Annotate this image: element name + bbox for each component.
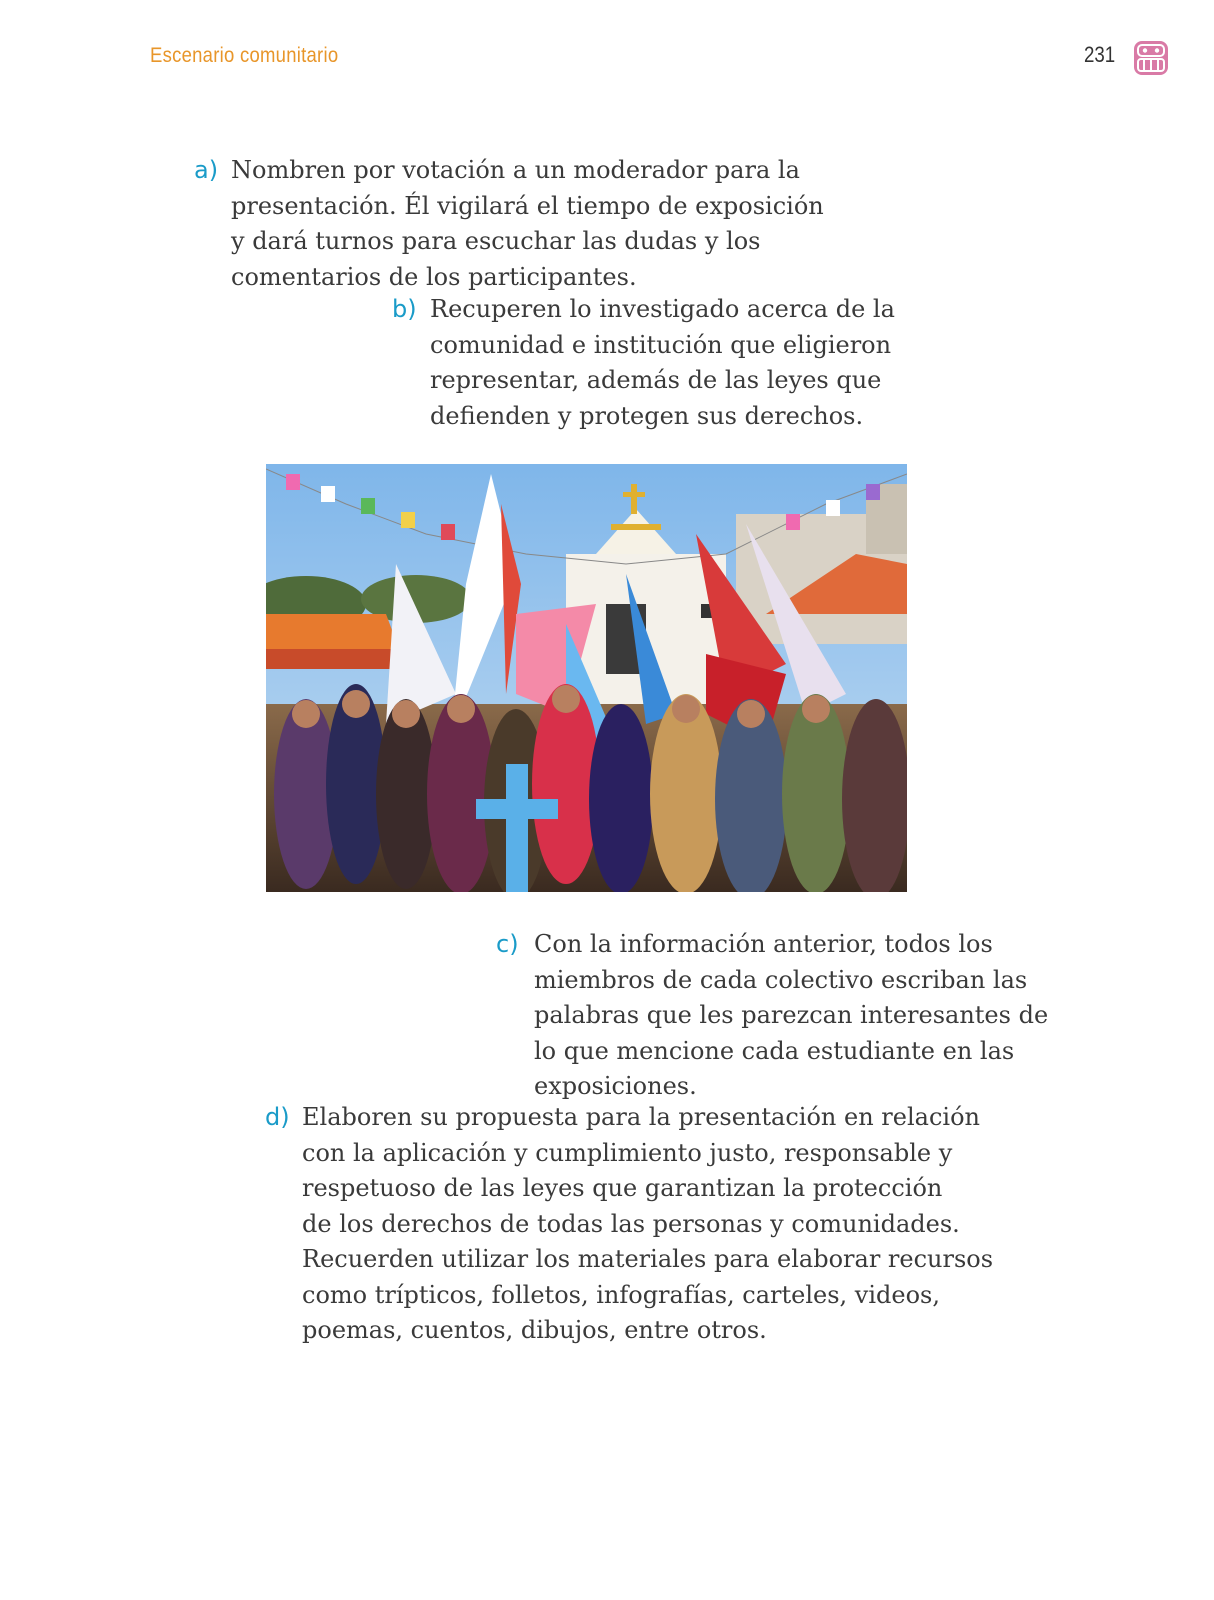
item-letter: c) [496, 930, 519, 958]
item-line: defienden y protegen sus derechos. [430, 401, 864, 430]
item-line: respetuoso de las leyes que garantizan la protección [302, 1174, 943, 1202]
item-line: con la aplicación y cumplimiento justo, responsable y [302, 1138, 953, 1167]
item-line: comentarios de los participantes. [231, 262, 637, 291]
festival-photo [266, 464, 907, 892]
item-line: Elaboren su propuesta para la presentación en relación [302, 1103, 980, 1131]
list-item-a [194, 153, 824, 295]
item-line: palabras que les parezcan interesantes de [534, 1001, 1049, 1029]
item-letter: d) [265, 1103, 290, 1131]
item-line: Recuerden utilizar los materiales para elaborar recursos [302, 1245, 994, 1273]
item-letter: b) [392, 295, 417, 323]
item-line: representar, además de las leyes que [430, 366, 882, 394]
glyph-logo-icon [1133, 40, 1169, 76]
item-letter: a) [194, 156, 219, 184]
list-item-d [265, 1100, 993, 1349]
section-title: Escenario comunitario [150, 44, 339, 67]
item-line: como trípticos, folletos, infografías, carteles, videos, [302, 1280, 940, 1309]
item-line: Con la información anterior, todos los [534, 930, 993, 958]
item-line: Recuperen lo investigado acerca de la [430, 295, 895, 323]
item-line: lo que mencione cada estudiante en las [534, 1036, 1015, 1065]
item-line: presentación. Él vigilará el tiempo de exposición [231, 191, 824, 220]
item-line: comunidad e institución que eligieron [430, 330, 892, 359]
list-item-c [496, 927, 1048, 1105]
page-number: 231 [1084, 42, 1116, 67]
item-line: de los derechos de todas las personas y comunidades. [302, 1209, 960, 1238]
item-line: exposiciones. [534, 1072, 697, 1100]
list-item-b [392, 292, 895, 434]
item-line: poemas, cuentos, dibujos, entre otros. [302, 1316, 767, 1344]
item-line: Nombren por votación a un moderador para la [231, 156, 800, 184]
item-line: y dará turnos para escuchar las dudas y los [231, 227, 761, 255]
item-line: miembros de cada colectivo escriban las [534, 965, 1028, 994]
